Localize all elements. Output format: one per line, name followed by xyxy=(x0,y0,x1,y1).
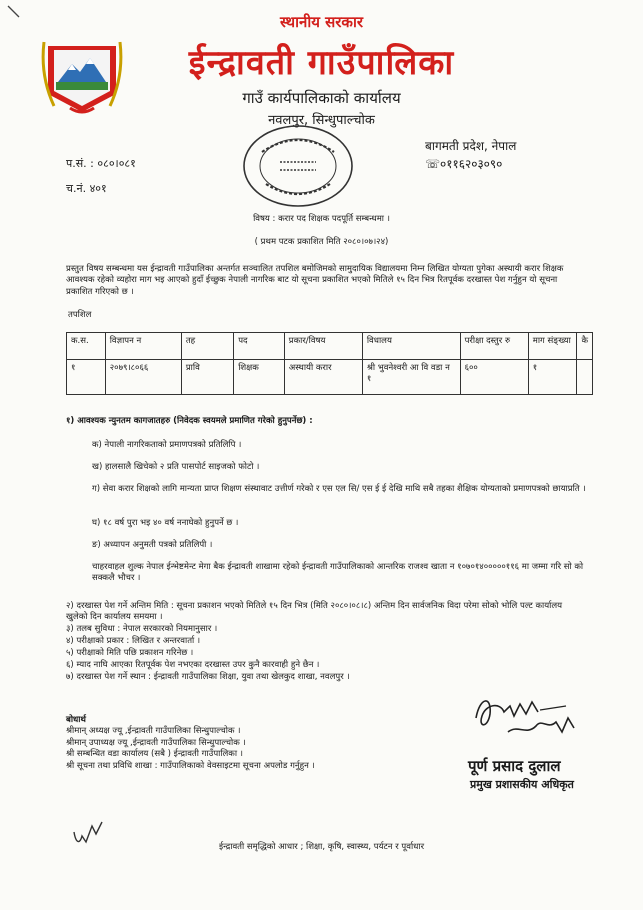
col-exam-fee: परीक्षा दस्तुर रु xyxy=(460,333,528,360)
cc-line: श्री सम्बन्धित वडा कार्यालय (सबै ) ईन्द्रावती गाउँपालिका । xyxy=(66,749,243,760)
info-late-applications: ६) म्याद नाघि आएका रितपूर्वक पेश नभएका दरखास्त उपर कुनै कारवाही हुने छैन । xyxy=(66,660,320,671)
col-remarks: कै xyxy=(577,333,593,360)
cell-demand-count: १ xyxy=(528,360,577,395)
header-municipality-name: ईन्द्रावती गाउँपालिका xyxy=(188,43,455,83)
reference-number: प.सं. : ०८०।०८१ xyxy=(66,157,136,170)
first-publication-date: ( प्रथम पटक प्रकाशित मिति २०८०।०७।२४) xyxy=(254,237,389,247)
col-school: विधालय xyxy=(362,333,460,360)
footer-slogan: ईन्द्रावती समृद्धिको आधार ; शिक्षा, कृषि, स्वास्थ्य, पर्यटन र पूर्वाधार xyxy=(218,842,425,852)
document-item-photo: ख) हालसालै खिचेको २ प्रति पासपोर्ट साइजको फोटो । xyxy=(92,462,260,472)
fee-deposit-instruction: चाहरवाहल शुल्क नेपाल ईन्भेष्टमेन्ट मेगा बैक ईन्द्रावती शाखामा रहेको ईन्द्रावती गाउँपालिकाको आन्तरिक राजश्व खाता न १०७०१४०००००११६ मा जम्मा गरि सो को सक्कलै भौचर । xyxy=(92,562,584,584)
signatory-title: प्रमुख प्रशासकीय अधिकृत xyxy=(470,778,574,791)
cell-school: श्री भुवनेश्वरी आ वि वडा न १ xyxy=(362,360,460,395)
cell-type-subject: अस्थायी करार xyxy=(284,360,362,395)
signatory-name: पूर्ण प्रसाद दुलाल xyxy=(468,757,561,775)
col-demand-count: माग संङ्ख्या xyxy=(528,333,577,360)
cc-line: श्री सूचना तथा प्रविधि शाखा : गाउँपालिकाको वेवसाइटमा सूचना अपलोड गर्नुहुन । xyxy=(66,760,315,771)
header-local-government: स्थानीय सरकार xyxy=(280,13,363,31)
col-level: तह xyxy=(181,333,233,360)
office-seal-stamp xyxy=(240,122,356,210)
document-item-academic-certificates: ग) सेवा करार शिक्षको लागि मान्यता प्राप्त शिक्षण संस्थावाट उत्तीर्ण गरेको र एस एल सि/ एस ई ई देखि माथि सबै तहका शैक्षिक योग्यताको प्रमाणपत्रको छायाप्रति । xyxy=(92,484,586,494)
info-exam-date: ५) परीक्षाको मिति पछि प्रकाशन गरिनेछ । xyxy=(66,648,194,659)
required-documents-title: १) आवश्यक न्युनतम कागजातहरु (निवेदक स्वयमले प्रमाणित गरेको हुनुपर्नेछ) : xyxy=(66,416,313,426)
info-exam-type: ४) परीक्षाको प्रकार : लिखित र अन्तरवार्ता । xyxy=(66,636,201,647)
header-phone: ☏०११६२०३०९० xyxy=(425,157,503,171)
cc-line: श्रीमान् अध्यक्ष ज्यू ,ईन्द्रावती गाउँपालिका सिन्धुपाल्चोक । xyxy=(66,726,241,737)
cc-line: श्रीमान् उपाध्यक्ष ज्यू ,ईन्द्रावती गाउँपालिका सिन्धुपाल्चोक । xyxy=(66,737,246,748)
handwritten-signature xyxy=(470,688,580,744)
vacancy-table xyxy=(66,332,593,395)
header-office-name: गाउँ कार्यपालिकाको कार्यालय xyxy=(242,89,401,107)
cell-level: प्रावि xyxy=(181,360,233,395)
cc-title: बोधार्थ xyxy=(66,715,86,725)
table-title: तपशिल xyxy=(68,310,92,320)
cell-serial: १ xyxy=(67,360,106,395)
header-province: बागमती प्रदेश, नेपाल xyxy=(425,139,517,153)
col-post: पद xyxy=(234,333,285,360)
document-item-teaching-license: ङ) अध्यापन अनुमती पत्रको प्रतिलिपी । xyxy=(92,540,213,550)
header-address: नवलपुर, सिन्धुपाल्चोक xyxy=(268,113,375,128)
col-serial: क.स. xyxy=(67,333,106,360)
document-item-citizenship: क) नेपाली नागरिकताको प्रमाणपत्रको प्रतिलिपि । xyxy=(92,440,242,450)
table-header-row xyxy=(67,333,593,360)
cell-post: शिक्षक xyxy=(234,360,285,395)
cell-exam-fee: ६०० xyxy=(460,360,528,395)
notice-intro-paragraph: प्रस्तुत विषय सम्बन्धमा यस ईन्द्रावती गाउँपालिका अन्तर्गत सञ्चालित तपशिल बमोजिमको सामुदायिक विद्यालयमा निम्न लिखित योग्यता पुगेका अस्थायी करार शिक्षक आवश्यक रहेको व्यहोरा माग भइ आएको हुदाँ ईच्छुक नेपाली नागरिक बाट यो सूचना प्रकाशित भएको मितिले १५ दिन भित्र रितपूर्वक दरखास्त पेश गर्नुहुन यो सूचना प्रकाशित गरिएको छ । xyxy=(66,264,564,297)
cell-remarks xyxy=(577,360,593,395)
cell-advertisement-no: २०७९।८०६६ xyxy=(105,360,181,395)
table-row xyxy=(67,360,593,395)
dispatch-number: च.नं. ४०१ xyxy=(66,182,107,195)
info-submission-place: ७) दरखास्त पेश गर्ने स्थान : ईन्द्रावती गाउँपालिका शिक्षा, युवा तथा खेलकुद शाखा, नवलपुर । xyxy=(66,672,350,683)
col-advertisement-no: विज्ञापन न xyxy=(105,333,181,360)
info-deadline: २) दरखास्त पेश गर्ने अन्तिम मिति : सूचना प्रकाशन भएको मितिले १५ दिन भित्र (मिति २०८०।०८।८) अन्तिम दिन सार्वजनिक विदा परेमा सोको भोलि पल्ट कार्यालय खुलेको दिन कार्यालय समयमा । xyxy=(66,601,563,623)
notice-subject: विषय : करार पद शिक्षक पदपूर्ति सम्बन्धमा । xyxy=(253,214,390,224)
application-info-list xyxy=(66,601,586,684)
col-type-subject: प्रकार/विषय xyxy=(284,333,362,360)
info-salary: ३) तलब सुविधा : नेपाल सरकारको नियमानुसार । xyxy=(66,624,218,635)
cc-block xyxy=(66,715,446,772)
document-item-age-limit: घ) १८ वर्ष पुरा भइ ४० वर्ष ननाघेको हुनुपर्ने छ । xyxy=(92,518,239,528)
